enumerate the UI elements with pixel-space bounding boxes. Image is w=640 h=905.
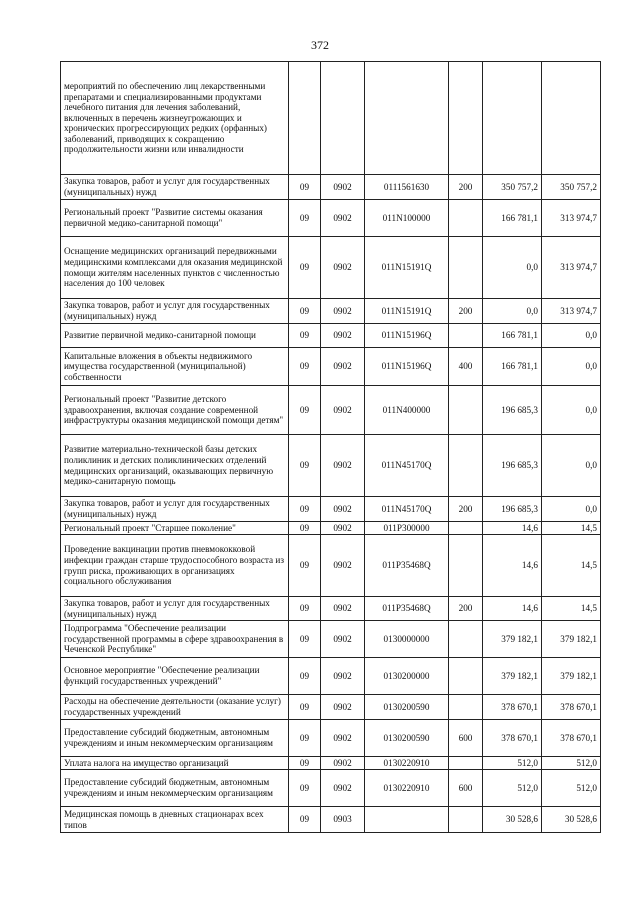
row-amount-year-1: 196 685,3 bbox=[483, 386, 542, 435]
row-subsection: 0902 bbox=[321, 535, 365, 597]
row-expense-type: 200 bbox=[449, 597, 483, 621]
row-section bbox=[289, 62, 321, 175]
row-name: Подпрограмма "Обеспечение реализации государственной программы в сфере здравоохранения в Чеченской Республике" bbox=[61, 621, 289, 658]
row-target-article: 0130200590 bbox=[365, 695, 449, 720]
row-subsection: 0902 bbox=[321, 720, 365, 757]
row-subsection bbox=[321, 62, 365, 175]
row-expense-type bbox=[449, 535, 483, 597]
row-amount-year-2: 0,0 bbox=[542, 435, 601, 497]
row-amount-year-1: 0,0 bbox=[483, 237, 542, 299]
row-amount-year-2: 14,5 bbox=[542, 522, 601, 535]
table-row bbox=[61, 62, 601, 175]
page-number: 372 bbox=[311, 38, 329, 52]
row-amount-year-1: 350 757,2 bbox=[483, 175, 542, 200]
row-expense-type bbox=[449, 695, 483, 720]
row-subsection: 0903 bbox=[321, 807, 365, 833]
row-target-article: 011P35468Q bbox=[365, 597, 449, 621]
row-expense-type bbox=[449, 62, 483, 175]
row-name: Региональный проект "Старшее поколение" bbox=[61, 522, 289, 535]
row-expense-type: 600 bbox=[449, 720, 483, 757]
row-amount-year-2: 0,0 bbox=[542, 324, 601, 348]
row-amount-year-1: 14,6 bbox=[483, 535, 542, 597]
row-target-article bbox=[365, 807, 449, 833]
table-row bbox=[61, 597, 601, 621]
row-subsection: 0902 bbox=[321, 237, 365, 299]
table-row bbox=[61, 497, 601, 522]
row-expense-type bbox=[449, 658, 483, 695]
row-target-article: 0130200000 bbox=[365, 658, 449, 695]
table-row bbox=[61, 386, 601, 435]
row-amount-year-2: 0,0 bbox=[542, 386, 601, 435]
row-amount-year-1: 196 685,3 bbox=[483, 435, 542, 497]
row-expense-type bbox=[449, 237, 483, 299]
row-subsection: 0902 bbox=[321, 497, 365, 522]
row-section: 09 bbox=[289, 535, 321, 597]
row-name: Уплата налога на имущество организаций bbox=[61, 757, 289, 770]
row-expense-type bbox=[449, 621, 483, 658]
row-section: 09 bbox=[289, 435, 321, 497]
row-expense-type: 200 bbox=[449, 175, 483, 200]
row-amount-year-1: 512,0 bbox=[483, 770, 542, 807]
row-target-article: 011N45170Q bbox=[365, 497, 449, 522]
row-amount-year-1: 0,0 bbox=[483, 299, 542, 324]
row-expense-type: 200 bbox=[449, 497, 483, 522]
row-target-article: 011P300000 bbox=[365, 522, 449, 535]
row-amount-year-2: 350 757,2 bbox=[542, 175, 601, 200]
table-row bbox=[61, 435, 601, 497]
row-name: Закупка товаров, работ и услуг для государственных (муниципальных) нужд bbox=[61, 597, 289, 621]
row-subsection: 0902 bbox=[321, 695, 365, 720]
row-section: 09 bbox=[289, 770, 321, 807]
row-subsection: 0902 bbox=[321, 175, 365, 200]
table-row bbox=[61, 522, 601, 535]
table-row bbox=[61, 770, 601, 807]
row-target-article: 011N15196Q bbox=[365, 324, 449, 348]
row-amount-year-2: 512,0 bbox=[542, 757, 601, 770]
row-target-article: 011N15196Q bbox=[365, 348, 449, 386]
table-row bbox=[61, 200, 601, 237]
table-row bbox=[61, 757, 601, 770]
row-target-article: 011N15191Q bbox=[365, 237, 449, 299]
row-expense-type bbox=[449, 200, 483, 237]
row-amount-year-2: 313 974,7 bbox=[542, 299, 601, 324]
table-row bbox=[61, 658, 601, 695]
row-expense-type: 400 bbox=[449, 348, 483, 386]
row-name: Предоставление субсидий бюджетным, автономным учреждениям и иным некоммерческим организациям bbox=[61, 720, 289, 757]
row-target-article: 011N15191Q bbox=[365, 299, 449, 324]
row-section: 09 bbox=[289, 237, 321, 299]
row-expense-type bbox=[449, 807, 483, 833]
table-row bbox=[61, 720, 601, 757]
row-expense-type: 200 bbox=[449, 299, 483, 324]
row-section: 09 bbox=[289, 348, 321, 386]
row-name: Предоставление субсидий бюджетным, автономным учреждениям и иным некоммерческим организациям bbox=[61, 770, 289, 807]
row-target-article: 011P35468Q bbox=[365, 535, 449, 597]
row-amount-year-1: 166 781,1 bbox=[483, 348, 542, 386]
row-section: 09 bbox=[289, 299, 321, 324]
row-amount-year-1: 196 685,3 bbox=[483, 497, 542, 522]
row-amount-year-1: 14,6 bbox=[483, 597, 542, 621]
row-subsection: 0902 bbox=[321, 597, 365, 621]
row-name: Капитальные вложения в объекты недвижимого имущества государственной (муниципальной) собственности bbox=[61, 348, 289, 386]
row-section: 09 bbox=[289, 386, 321, 435]
row-amount-year-1: 378 670,1 bbox=[483, 720, 542, 757]
table-row bbox=[61, 237, 601, 299]
row-section: 09 bbox=[289, 522, 321, 535]
row-target-article: 0111561630 bbox=[365, 175, 449, 200]
table-row bbox=[61, 324, 601, 348]
row-amount-year-1: 166 781,1 bbox=[483, 200, 542, 237]
row-subsection: 0902 bbox=[321, 621, 365, 658]
row-name: Развитие материально-технической базы детских поликлиник и детских поликлинических отделений медицинских организаций, оказывающих первичную медико-санитарную помощь bbox=[61, 435, 289, 497]
row-amount-year-2: 378 670,1 bbox=[542, 695, 601, 720]
row-section: 09 bbox=[289, 757, 321, 770]
row-subsection: 0902 bbox=[321, 299, 365, 324]
row-amount-year-2 bbox=[542, 62, 601, 175]
row-expense-type bbox=[449, 324, 483, 348]
row-amount-year-1: 30 528,6 bbox=[483, 807, 542, 833]
row-expense-type: 600 bbox=[449, 770, 483, 807]
row-subsection: 0902 bbox=[321, 658, 365, 695]
row-amount-year-2: 378 670,1 bbox=[542, 720, 601, 757]
row-section: 09 bbox=[289, 658, 321, 695]
row-amount-year-1: 379 182,1 bbox=[483, 621, 542, 658]
row-target-article: 011N100000 bbox=[365, 200, 449, 237]
row-target-article: 0130220910 bbox=[365, 757, 449, 770]
row-target-article bbox=[365, 62, 449, 175]
row-amount-year-2: 313 974,7 bbox=[542, 237, 601, 299]
row-name: Медицинская помощь в дневных стационарах всех типов bbox=[61, 807, 289, 833]
table-row bbox=[61, 535, 601, 597]
row-name: Развитие первичной медико-санитарной помощи bbox=[61, 324, 289, 348]
row-name: Оснащение медицинских организаций передвижными медицинскими комплексами для оказания медицинской помощи жителям населенных пунктов с численностью населения до 100 человек bbox=[61, 237, 289, 299]
row-section: 09 bbox=[289, 695, 321, 720]
row-amount-year-2: 30 528,6 bbox=[542, 807, 601, 833]
row-amount-year-2: 0,0 bbox=[542, 497, 601, 522]
row-amount-year-1: 512,0 bbox=[483, 757, 542, 770]
row-expense-type bbox=[449, 435, 483, 497]
row-target-article: 011N400000 bbox=[365, 386, 449, 435]
table-row bbox=[61, 175, 601, 200]
row-expense-type bbox=[449, 386, 483, 435]
table-row bbox=[61, 621, 601, 658]
row-name: Основное мероприятие "Обеспечение реализации функций государственных учреждений" bbox=[61, 658, 289, 695]
row-subsection: 0902 bbox=[321, 522, 365, 535]
row-section: 09 bbox=[289, 807, 321, 833]
budget-table-body bbox=[61, 62, 601, 833]
row-expense-type bbox=[449, 757, 483, 770]
row-name: Закупка товаров, работ и услуг для государственных (муниципальных) нужд bbox=[61, 299, 289, 324]
table-row bbox=[61, 695, 601, 720]
row-name: Закупка товаров, работ и услуг для государственных (муниципальных) нужд bbox=[61, 497, 289, 522]
table-row bbox=[61, 348, 601, 386]
row-expense-type bbox=[449, 522, 483, 535]
row-amount-year-1 bbox=[483, 62, 542, 175]
budget-table bbox=[60, 61, 601, 833]
row-amount-year-2: 379 182,1 bbox=[542, 621, 601, 658]
row-amount-year-2: 379 182,1 bbox=[542, 658, 601, 695]
row-name: Региональный проект "Развитие детского здравоохранения, включая создание современной инфраструктуры оказания медицинской помощи детям" bbox=[61, 386, 289, 435]
row-section: 09 bbox=[289, 720, 321, 757]
row-section: 09 bbox=[289, 497, 321, 522]
row-section: 09 bbox=[289, 175, 321, 200]
row-subsection: 0902 bbox=[321, 770, 365, 807]
row-name: Закупка товаров, работ и услуг для государственных (муниципальных) нужд bbox=[61, 175, 289, 200]
row-amount-year-2: 313 974,7 bbox=[542, 200, 601, 237]
row-name: мероприятий по обеспечению лиц лекарственными препаратами и специализированными продуктами лечебного питания для лечения заболеваний, включенных в перечень жизнеугрожающих и хронических прогрессирующих редких (орфанных) заболеваний, приводящих к сокращению продолжительности жизни или инвалидности bbox=[61, 62, 289, 175]
row-section: 09 bbox=[289, 324, 321, 348]
row-amount-year-1: 166 781,1 bbox=[483, 324, 542, 348]
row-subsection: 0902 bbox=[321, 757, 365, 770]
row-section: 09 bbox=[289, 597, 321, 621]
row-subsection: 0902 bbox=[321, 435, 365, 497]
row-name: Региональный проект "Развитие системы оказания первичной медико-санитарной помощи" bbox=[61, 200, 289, 237]
row-amount-year-2: 0,0 bbox=[542, 348, 601, 386]
table-row bbox=[61, 299, 601, 324]
row-amount-year-1: 379 182,1 bbox=[483, 658, 542, 695]
row-subsection: 0902 bbox=[321, 200, 365, 237]
row-section: 09 bbox=[289, 621, 321, 658]
row-target-article: 0130000000 bbox=[365, 621, 449, 658]
row-amount-year-2: 14,5 bbox=[542, 597, 601, 621]
row-name: Проведение вакцинации против пневмококковой инфекции граждан старше трудоспособного возраста из групп риска, проживающих в организациях социального обслуживания bbox=[61, 535, 289, 597]
row-section: 09 bbox=[289, 200, 321, 237]
row-amount-year-2: 512,0 bbox=[542, 770, 601, 807]
row-amount-year-2: 14,5 bbox=[542, 535, 601, 597]
table-row bbox=[61, 807, 601, 833]
row-subsection: 0902 bbox=[321, 348, 365, 386]
row-amount-year-1: 14,6 bbox=[483, 522, 542, 535]
row-subsection: 0902 bbox=[321, 324, 365, 348]
row-name: Расходы на обеспечение деятельности (оказание услуг) государственных учреждений bbox=[61, 695, 289, 720]
row-amount-year-1: 378 670,1 bbox=[483, 695, 542, 720]
row-target-article: 011N45170Q bbox=[365, 435, 449, 497]
row-target-article: 0130220910 bbox=[365, 770, 449, 807]
row-target-article: 0130200590 bbox=[365, 720, 449, 757]
row-subsection: 0902 bbox=[321, 386, 365, 435]
